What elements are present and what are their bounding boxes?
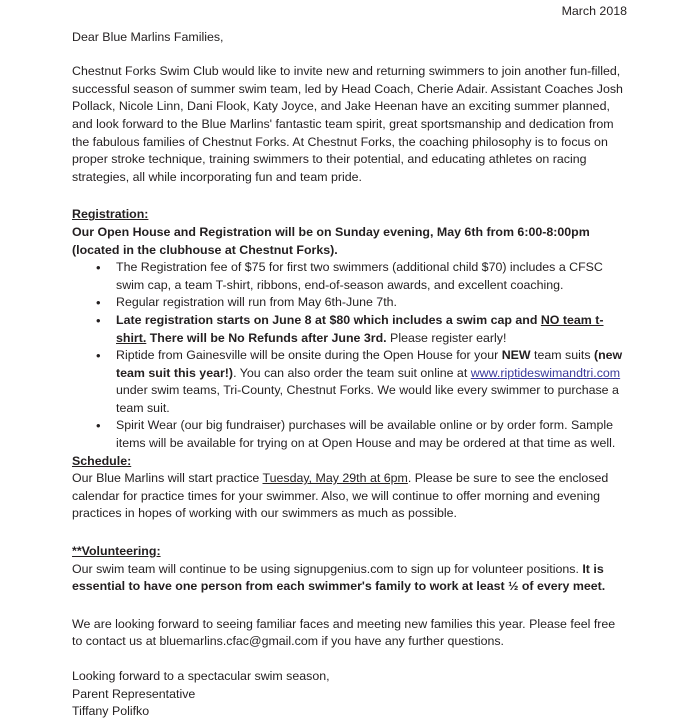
bullet-icon: • (96, 312, 101, 328)
signoff-line-2: Parent Representative (72, 686, 196, 701)
letter-body (72, 0, 628, 721)
list-item (72, 312, 628, 347)
riptide-website-link[interactable]: www.riptideswimandtri.com (470, 365, 621, 380)
practice-start-date: Tuesday, May 29th at 6pm (262, 471, 408, 486)
closing-paragraph: We are looking forward to seeing familiar faces and meeting new families this year. Please feel free to contact us at bluemarlins.cfac@gmail.com if you have any further questions. (72, 616, 616, 649)
bullet-text-regular: Regular registration will run from May 6th-June 7th. (116, 295, 397, 310)
bullet-icon: • (96, 260, 101, 276)
list-item (72, 347, 628, 417)
volunteering-text-part1: Our swim team will continue to be using signupgenius.com to sign up for volunteer positions. (72, 561, 583, 576)
list-item (72, 294, 628, 312)
bullet-text-late-part3: . (383, 330, 387, 345)
signoff-line-3: Tiffany Polifko (72, 704, 150, 719)
schedule-paragraph (72, 470, 628, 523)
bullet-icon: • (96, 418, 101, 434)
bullet-icon: • (96, 295, 101, 311)
letter-date: March 2018 (561, 4, 627, 18)
bullet-text-spirit-wear: Spirit Wear (our big fundraiser) purchases will be available online or by order form. Sample items will be available for trying on at Open House and may be ordered at that time as well. (116, 418, 616, 451)
list-item (72, 417, 628, 452)
bullet-text-riptide-part3: . You can also order the team suit online at (233, 365, 471, 380)
registration-heading: Registration: (72, 207, 149, 222)
open-house-line: Our Open House and Registration will be on Sunday evening, May 6th from 6:00-8:00pm (located in the clubhouse at Chestnut Forks). (72, 224, 590, 257)
bullet-text-late-part4: Please register early! (386, 330, 507, 345)
bullet-text-late-part2: There will be (146, 330, 229, 345)
volunteering-paragraph (72, 561, 628, 596)
bullet-text-fee: The Registration fee of $75 for first two swimmers (additional child $70) includes a CFSC swim cap, a team T-shirt, ribbons, end-of-season awards, and excellent coaching. (116, 260, 603, 292)
bullet-text-new: NEW (501, 348, 531, 363)
bullet-text-riptide-part1: Riptide from Gainesville will be onsite during the Open House for your (116, 348, 502, 363)
bullet-text-no-refunds: No Refunds after June 3rd (228, 330, 384, 345)
intro-paragraph: Chestnut Forks Swim Club would like to invite new and returning swimmers to join another fun-filled, successful season of summer swim team, led by Head Coach, Cherie Adair. Assistant Coaches Josh Pollack, Nicole Linn, Dani Flook, Katy Joyce, and Jake Heenan have an exciting summer planned, and look forward to the Blue Marlins' fantastic team spirit, great sportsmanship and dedication from the fabulous families of Chestnut Forks. At Chestnut Forks, the coaching philosophy is to focus on proper stroke technique, training swimmers to their potential, and educating athletes on racing strategies, all while incorporating fun and team pride. (72, 64, 623, 184)
volunteering-heading: **Volunteering: (72, 544, 161, 559)
list-item (72, 259, 628, 294)
bullet-text-riptide-part4: under swim teams, Tri-County, Chestnut Forks. We would like every swimmer to purchase a team suit. (116, 383, 619, 415)
bullet-text-riptide-part2: team suits (530, 348, 594, 363)
registration-bullet-list (72, 259, 628, 453)
bullet-text-late-part1: Late registration starts on June 8 at $80 which includes a swim cap and (116, 312, 541, 327)
schedule-heading: Schedule: (72, 453, 132, 468)
bullet-text-suit-note: (new team suit this year!) (116, 348, 623, 380)
schedule-text-part1: Our Blue Marlins will start practice (72, 471, 263, 486)
bullet-icon: • (96, 348, 101, 364)
bullet-text-no-tshirt: NO team t-shirt. (116, 312, 604, 345)
volunteering-text-emphasis: It is essential to have one person from each swimmer's family to work at least ½ of every meet. (72, 561, 606, 594)
signoff-line-1: Looking forward to a spectacular swim season, (72, 669, 330, 683)
salutation: Dear Blue Marlins Families, (72, 29, 224, 44)
schedule-text-part2: . Please be sure to see the enclosed calendar for practice times for your swimmer. Also, we will continue to offer morning and evening practices in hopes of working with our swimmers as much as possible. (72, 471, 609, 521)
